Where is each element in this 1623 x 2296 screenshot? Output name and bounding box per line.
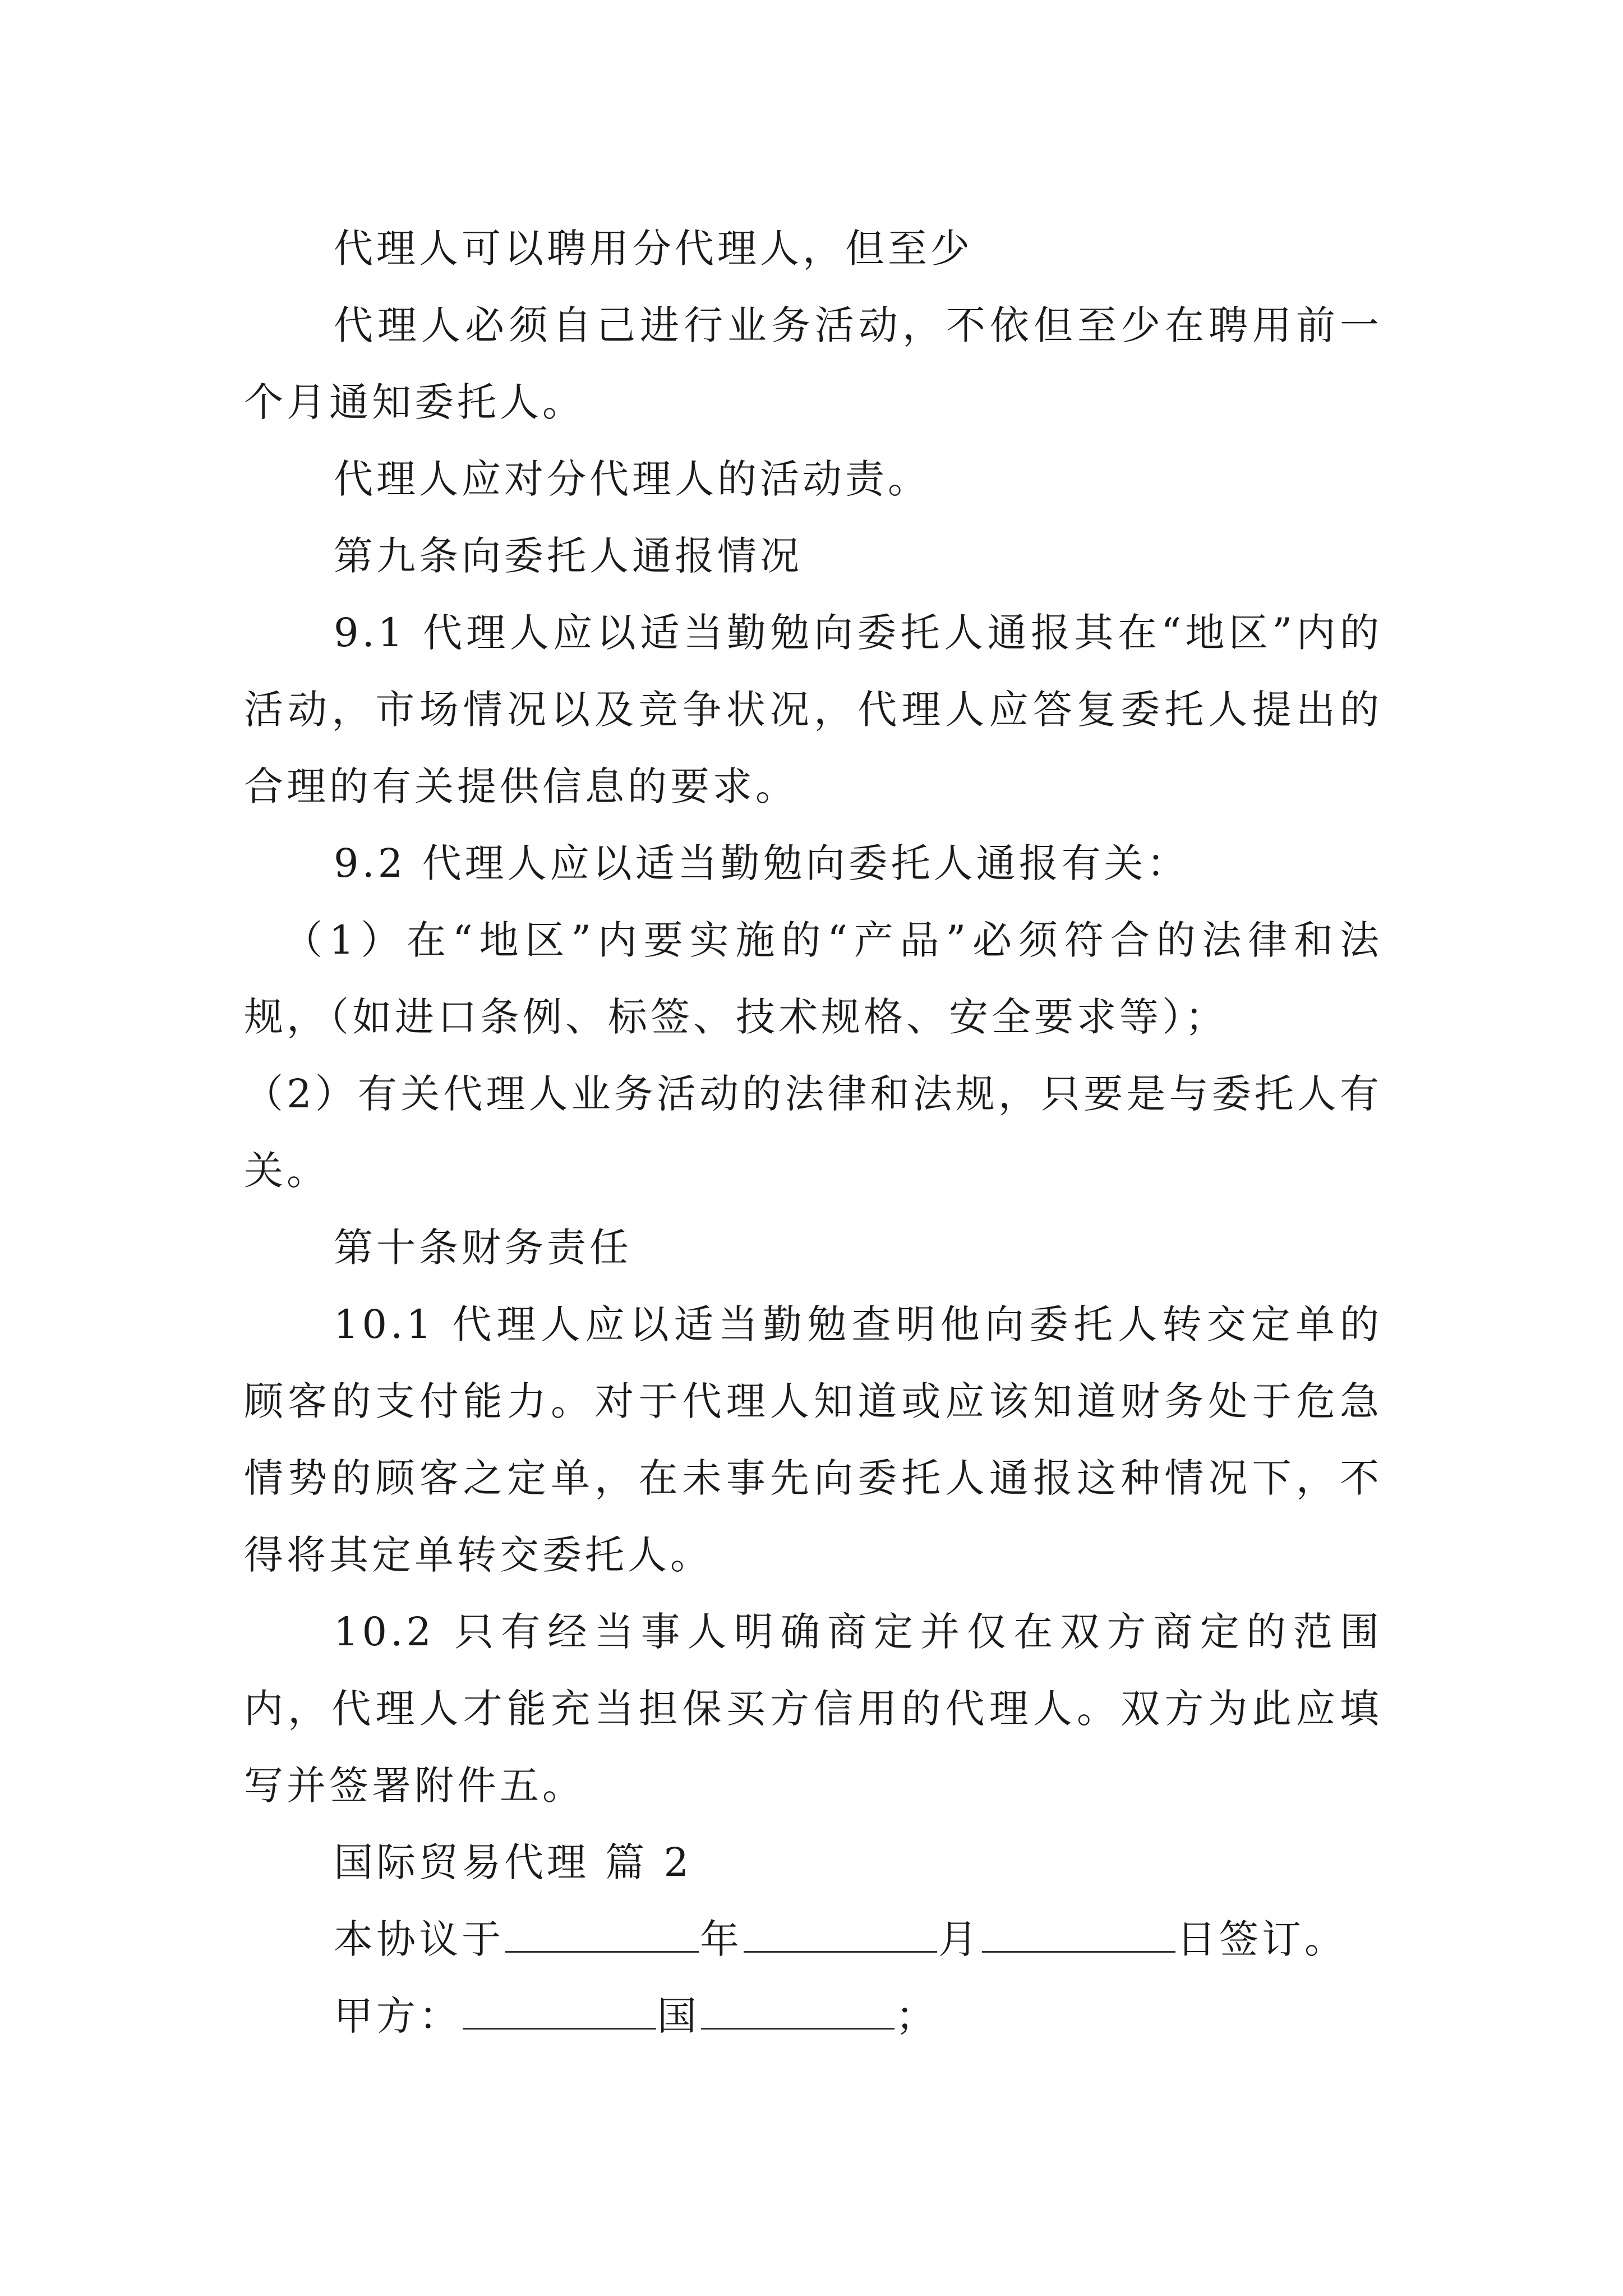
document-body [244, 210, 1382, 2055]
year-label: 年 [700, 1916, 743, 1962]
signing-prefix: 本协议于 [334, 1916, 504, 1962]
article-9-heading: 第九条向委托人通报情况 [334, 533, 803, 579]
party-a-prefix: 甲方： [334, 1993, 462, 2039]
month-label: 月 [938, 1916, 981, 1962]
day-blank [982, 1917, 1175, 1953]
signing-suffix: 日签订。 [1177, 1916, 1347, 1962]
clause-9-2: 9.2 代理人应以适当勤勉向委托人通报有关： [334, 840, 1189, 886]
party-a-name-blank [463, 1994, 656, 2030]
party-a-line [244, 1978, 1382, 2055]
party-a-suffix: ； [896, 1993, 938, 2039]
paragraph-sub-agent-liability: 代理人应对分代理人的活动责。 [334, 456, 930, 502]
section-title-part-2: 国际贸易代理 篇 2 [334, 1839, 693, 1885]
year-blank [505, 1917, 699, 1953]
clause-9-2-item-2: （2）有关代理人业务活动的法律和法规，只要是与委托人有关。 [244, 1071, 1382, 1194]
signing-date-line [244, 1901, 1382, 1978]
clause-10-2: 10.2 只有经当事人明确商定并仅在双方商定的范围内，代理人才能充当担保买方信用的代理人。双方为此应填写并签署附件五。 [244, 1609, 1382, 1809]
month-blank [744, 1917, 937, 1953]
paragraph-sub-agent-hire: 代理人可以聘用分代理人，但至少 [334, 226, 973, 272]
party-a-country-label: 国 [657, 1993, 700, 2039]
clause-10-1: 10.1 代理人应以适当勤勉查明他向委托人转交定单的顾客的支付能力。对于代理人知道或应该知道财务处于危急情势的顾客之定单，在未事先向委托人通报这种情况下，不得将其定单转交委托人。 [244, 1301, 1382, 1578]
paragraph-agent-business: 代理人必须自己进行业务活动，不依但至少在聘用前一个月通知委托人。 [244, 302, 1382, 425]
article-10-heading: 第十条财务责任 [334, 1225, 632, 1271]
clause-9-1: 9.1 代理人应以适当勤勉向委托人通报其在“地区”内的活动，市场情况以及竞争状况，代理人应答复委托人提出的合理的有关提供信息的要求。 [244, 610, 1382, 809]
party-a-country-blank [701, 1994, 895, 2030]
clause-9-2-item-1: （1）在“地区”内要实施的“产品”必须符合的法律和法规，（如进口条例、标签、技术规格、安全要求等）； [244, 917, 1382, 1040]
